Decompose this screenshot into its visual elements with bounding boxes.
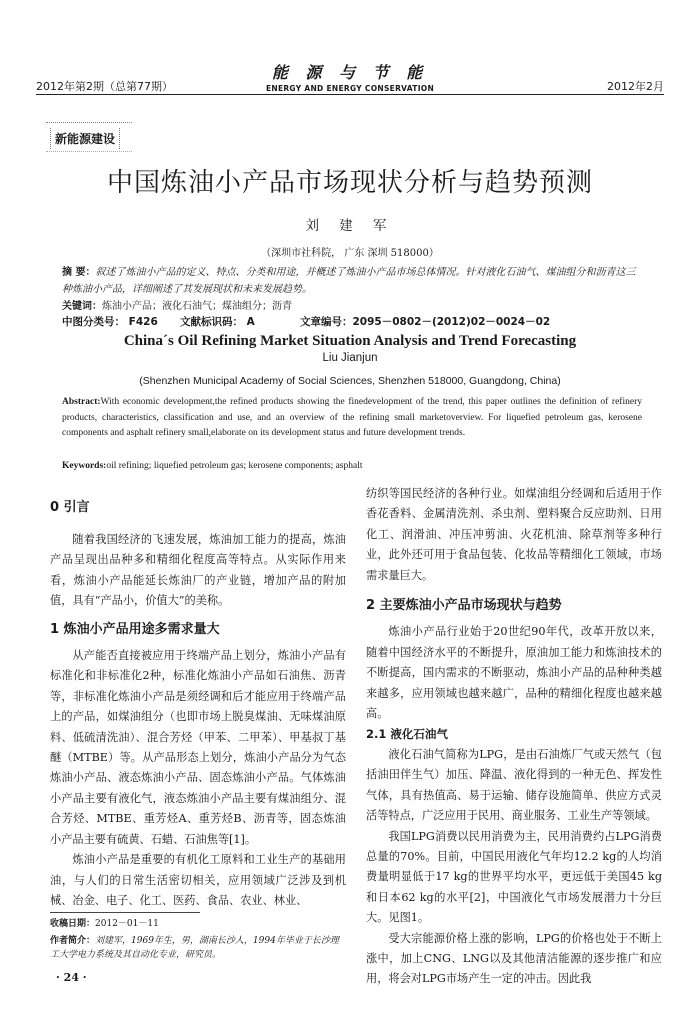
abstract-cn <box>62 264 642 298</box>
header-rule <box>36 94 664 95</box>
paragraph: 炼油小产品是重要的有机化工原料和工业生产的基础用油，与人们的日常生活密切相关，应用领域广泛涉及到机械、冶金、电子、化工、医药、食品、农业、林业、 <box>50 853 346 907</box>
affiliation-cn: （深圳市社科院， 广东 深圳 518000） <box>261 248 439 259</box>
author-bio <box>50 935 346 962</box>
received-date <box>50 918 346 932</box>
paragraph: 液化石油气简称为LPG，是由石油炼厂气或天然气（包括油田伴生气）加压、降温、液化得到的一种无色、挥发性气体，具有热值高、易于运输、储存设施简单、供应方式灵活等特点，广泛应用于民用、商业服务、工业生产等领域。 <box>366 747 662 823</box>
article-number: 文章编号：2095－0802－(2012)02－0024－02 <box>300 316 551 328</box>
author-bio-text: 刘建军，1969年生，男，湖南长沙人，1994年毕业于长沙理工大学电力系统及其自动化专业，研究员。 <box>50 936 339 960</box>
issue-date: 2012年2月 <box>607 80 664 93</box>
paragraph: 炼油小产品行业始于20世纪90年代，改革开放以来，随着中国经济水平的不断提升，原油加工能力和炼油技术的不断提高，国内需求的不断驱动，炼油小产品的品种种类越来越多，应用领域也越来越广，品种的精细化程度也越来越高。 <box>366 625 662 721</box>
keywords-en-text: oil refining; liquefied petroleum gas; kerosene components; asphalt <box>106 461 363 471</box>
section-1-heading: 1 炼油小产品用途多需求量大 <box>50 621 220 637</box>
paragraph: 受大宗能源价格上涨的影响，LPG的价格也处于不断上涨中，加上CNG、LNG以及其他清洁能源的逐步推广和应用，将会对LPG市场产生一定的冲击。因此我 <box>366 931 662 986</box>
column-tag: 新能源建设 <box>50 128 120 149</box>
abstract-en-label: Abstract: <box>62 397 101 407</box>
paragraph: 从产能否直接被应用于终端产品上划分，炼油小产品有标准化和非标准化2种，标准化炼油小产品如石油焦、沥青等，非标准化炼油小产品是须经调和后才能应用于终端产品上的产品，如煤油组分（也即市场上脱臭煤油、无味煤油原料、低硫清洗油）、混合芳烃（甲苯、二甲苯）、甲基叔丁基醚（MTBE）等。从产品形态上划分，炼油小产品分为气态炼油小产品、液态炼油小产品、固态炼油小产品。气体炼油小产品主要有液化气，液态炼油小产品主要有煤油组分、混合芳烃、MTBE、重芳烃A、重芳烃B、沥青等，固态炼油小产品主要有硫黄、石蜡、石油焦等[1]。 <box>50 649 346 846</box>
clc-number: 中图分类号： F426 <box>62 316 158 328</box>
keywords-cn-label: 关键词： <box>62 301 102 312</box>
issue-info: 2012年第2期（总第77期） <box>36 80 173 93</box>
section-2-heading: 2 主要炼油小产品市场现状与趋势 <box>366 598 562 614</box>
keywords-en <box>62 461 642 471</box>
abstract-cn-label: 摘 要： <box>62 267 96 278</box>
keywords-cn-text: 炼油小产品；液化石油气；煤油组分；沥青 <box>102 301 292 312</box>
right-column <box>366 484 662 990</box>
section-0-heading: 0 引言 <box>50 500 90 515</box>
keywords-cn <box>62 298 642 315</box>
affiliation-en: (Shenzhen Municipal Academy of Social Sciences, Shenzhen 518000, Guangdong, China) <box>139 375 561 387</box>
classification-row <box>62 314 550 329</box>
paragraph: 我国LPG消费以民用消费为主，民用消费约占LPG消费总量的70%。目前，中国民用液化气年均12.2 kg的人均消费量明显低于17 kg的世界平均水平，更远低于美国45 kg和日本62 kg的水平[2]，中国液化气市场发展潜力十分巨大。见图1。 <box>366 829 662 925</box>
author-name-cn: 刘 建 军 <box>305 218 395 234</box>
footnote-rule <box>50 912 200 913</box>
doc-code: 文献标识码： A <box>180 316 255 328</box>
article-title-en: China´s Oil Refining Market Situation Analysis and Trend Forecasting <box>123 333 577 349</box>
keywords-en-label: Keywords: <box>62 461 107 471</box>
journal-name-cn: 能 源 与 节 能 <box>271 63 429 82</box>
author-name-en: Liu Jianjun <box>322 352 378 364</box>
paragraph: 随着我国经济的飞速发展，炼油加工能力的提高，炼油产品呈现出品种多和精细化程度高等特点。从实际作用来看，炼油小产品能延长炼油厂的产业链，增加产品的附加值，具有“产品小，价值大”的美称。 <box>50 533 346 608</box>
article-title-cn: 中国炼油小产品市场现状分析与趋势预测 <box>106 168 593 198</box>
left-column <box>50 508 346 911</box>
abstract-en <box>62 395 642 442</box>
received-value: 2012－01－11 <box>95 919 159 929</box>
journal-masthead <box>0 60 700 93</box>
section-2-1-heading: 2.1 液化石油气 <box>366 727 448 742</box>
abstract-en-text: With economic development,the refined products showing the finedevelopment of the trend, this paper outlines the definition of refinery products, characteristics, classification and use, and an overview of the refining small marketoverview. For liquefied petroleum gas, kerosene components and asphalt refinery small,elaborate on its development status and future development trends. <box>62 397 642 438</box>
abstract-cn-text: 叙述了炼油小产品的定义、特点、分类和用途，并概述了炼油小产品市场总体情况。针对液化石油气、煤油组分和沥青这三种炼油小产品，详细阐述了其发展现状和未来发展趋势。 <box>62 267 636 295</box>
page-number: · 24 · <box>56 971 87 984</box>
journal-name-en: ENERGY AND ENERGY CONSERVATION <box>265 84 435 93</box>
received-label: 收稿日期： <box>50 919 96 929</box>
paragraph: 纺织等国民经济的各种行业。如煤油组分经调和后适用于作香花香料、金属清洗剂、杀虫剂、塑料聚合反应助剂、日用化工、润滑油、冲压冲剪油、火花机油、除草剂等多种行业，此外还可用于食品包装、化妆品等精细化工领域，市场需求量巨大。 <box>366 487 662 582</box>
author-bio-label: 作者简介： <box>50 936 96 946</box>
